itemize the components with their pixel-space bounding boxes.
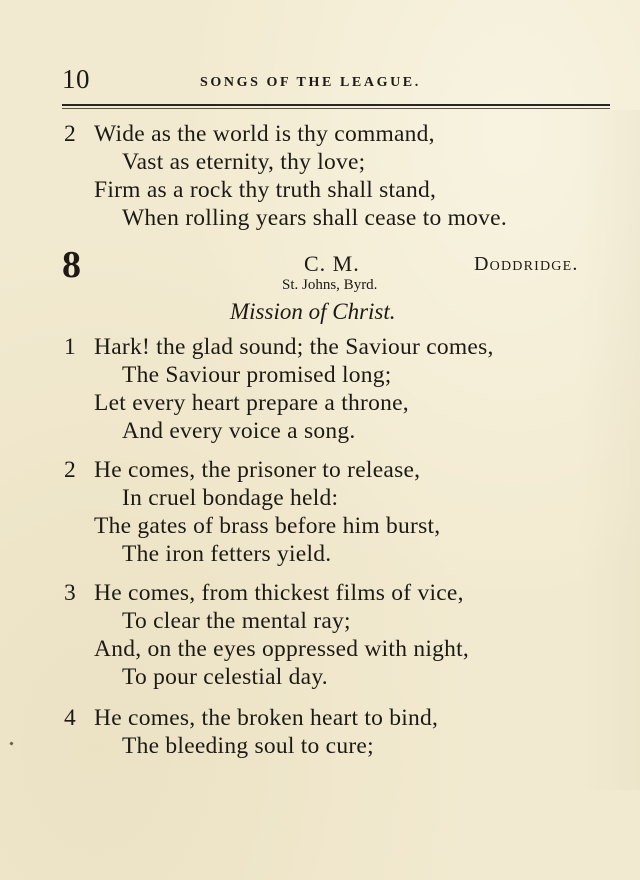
verse-line: He comes, the broken heart to bind, <box>94 705 439 731</box>
verse-line: The iron fetters yield. <box>122 541 332 567</box>
verse-line: He comes, from thickest films of vice, <box>94 580 464 606</box>
verse-line: Wide as the world is thy command, <box>94 121 435 147</box>
hymn-author: Doddridge. <box>474 253 579 275</box>
verse-line: The bleeding soul to cure; <box>122 733 374 759</box>
stanza-number: 4 <box>64 705 76 731</box>
ink-speck <box>9 741 13 745</box>
page-number: 10 <box>62 64 90 94</box>
stanza-number: 2 <box>64 457 76 483</box>
verse-line: Hark! the glad sound; the Saviour comes, <box>94 334 494 360</box>
stanza-number: 2 <box>64 121 76 147</box>
hymn-title: Mission of Christ. <box>230 299 396 324</box>
header-rule-thin <box>62 108 610 109</box>
verse-line: The Saviour promised long; <box>122 362 392 388</box>
hymn-number: 8 <box>62 244 81 286</box>
verse-line: And, on the eyes oppressed with night, <box>94 636 470 662</box>
verse-line: And every voice a song. <box>122 418 356 444</box>
stanza-number: 3 <box>64 580 76 606</box>
verse-line: The gates of brass before him burst, <box>94 513 441 539</box>
verse-line: Vast as eternity, thy love; <box>122 149 366 175</box>
stanza-number: 1 <box>64 334 76 360</box>
verse-line: Firm as a rock thy truth shall stand, <box>94 177 437 203</box>
verse-line: Let every heart prepare a throne, <box>94 390 409 416</box>
hymn-tune: St. Johns, Byrd. <box>282 277 378 293</box>
running-head: SONGS OF THE LEAGUE. <box>200 75 421 90</box>
verse-line: To pour celestial day. <box>122 664 328 690</box>
verse-line: In cruel bondage held: <box>122 485 339 511</box>
bleed-through-shadow <box>580 110 640 790</box>
hymn-meter: C. M. <box>304 251 360 276</box>
verse-line: When rolling years shall cease to move. <box>122 205 507 231</box>
verse-line: He comes, the prisoner to release, <box>94 457 421 483</box>
verse-line: To clear the mental ray; <box>122 608 351 634</box>
header-rule <box>62 104 610 106</box>
